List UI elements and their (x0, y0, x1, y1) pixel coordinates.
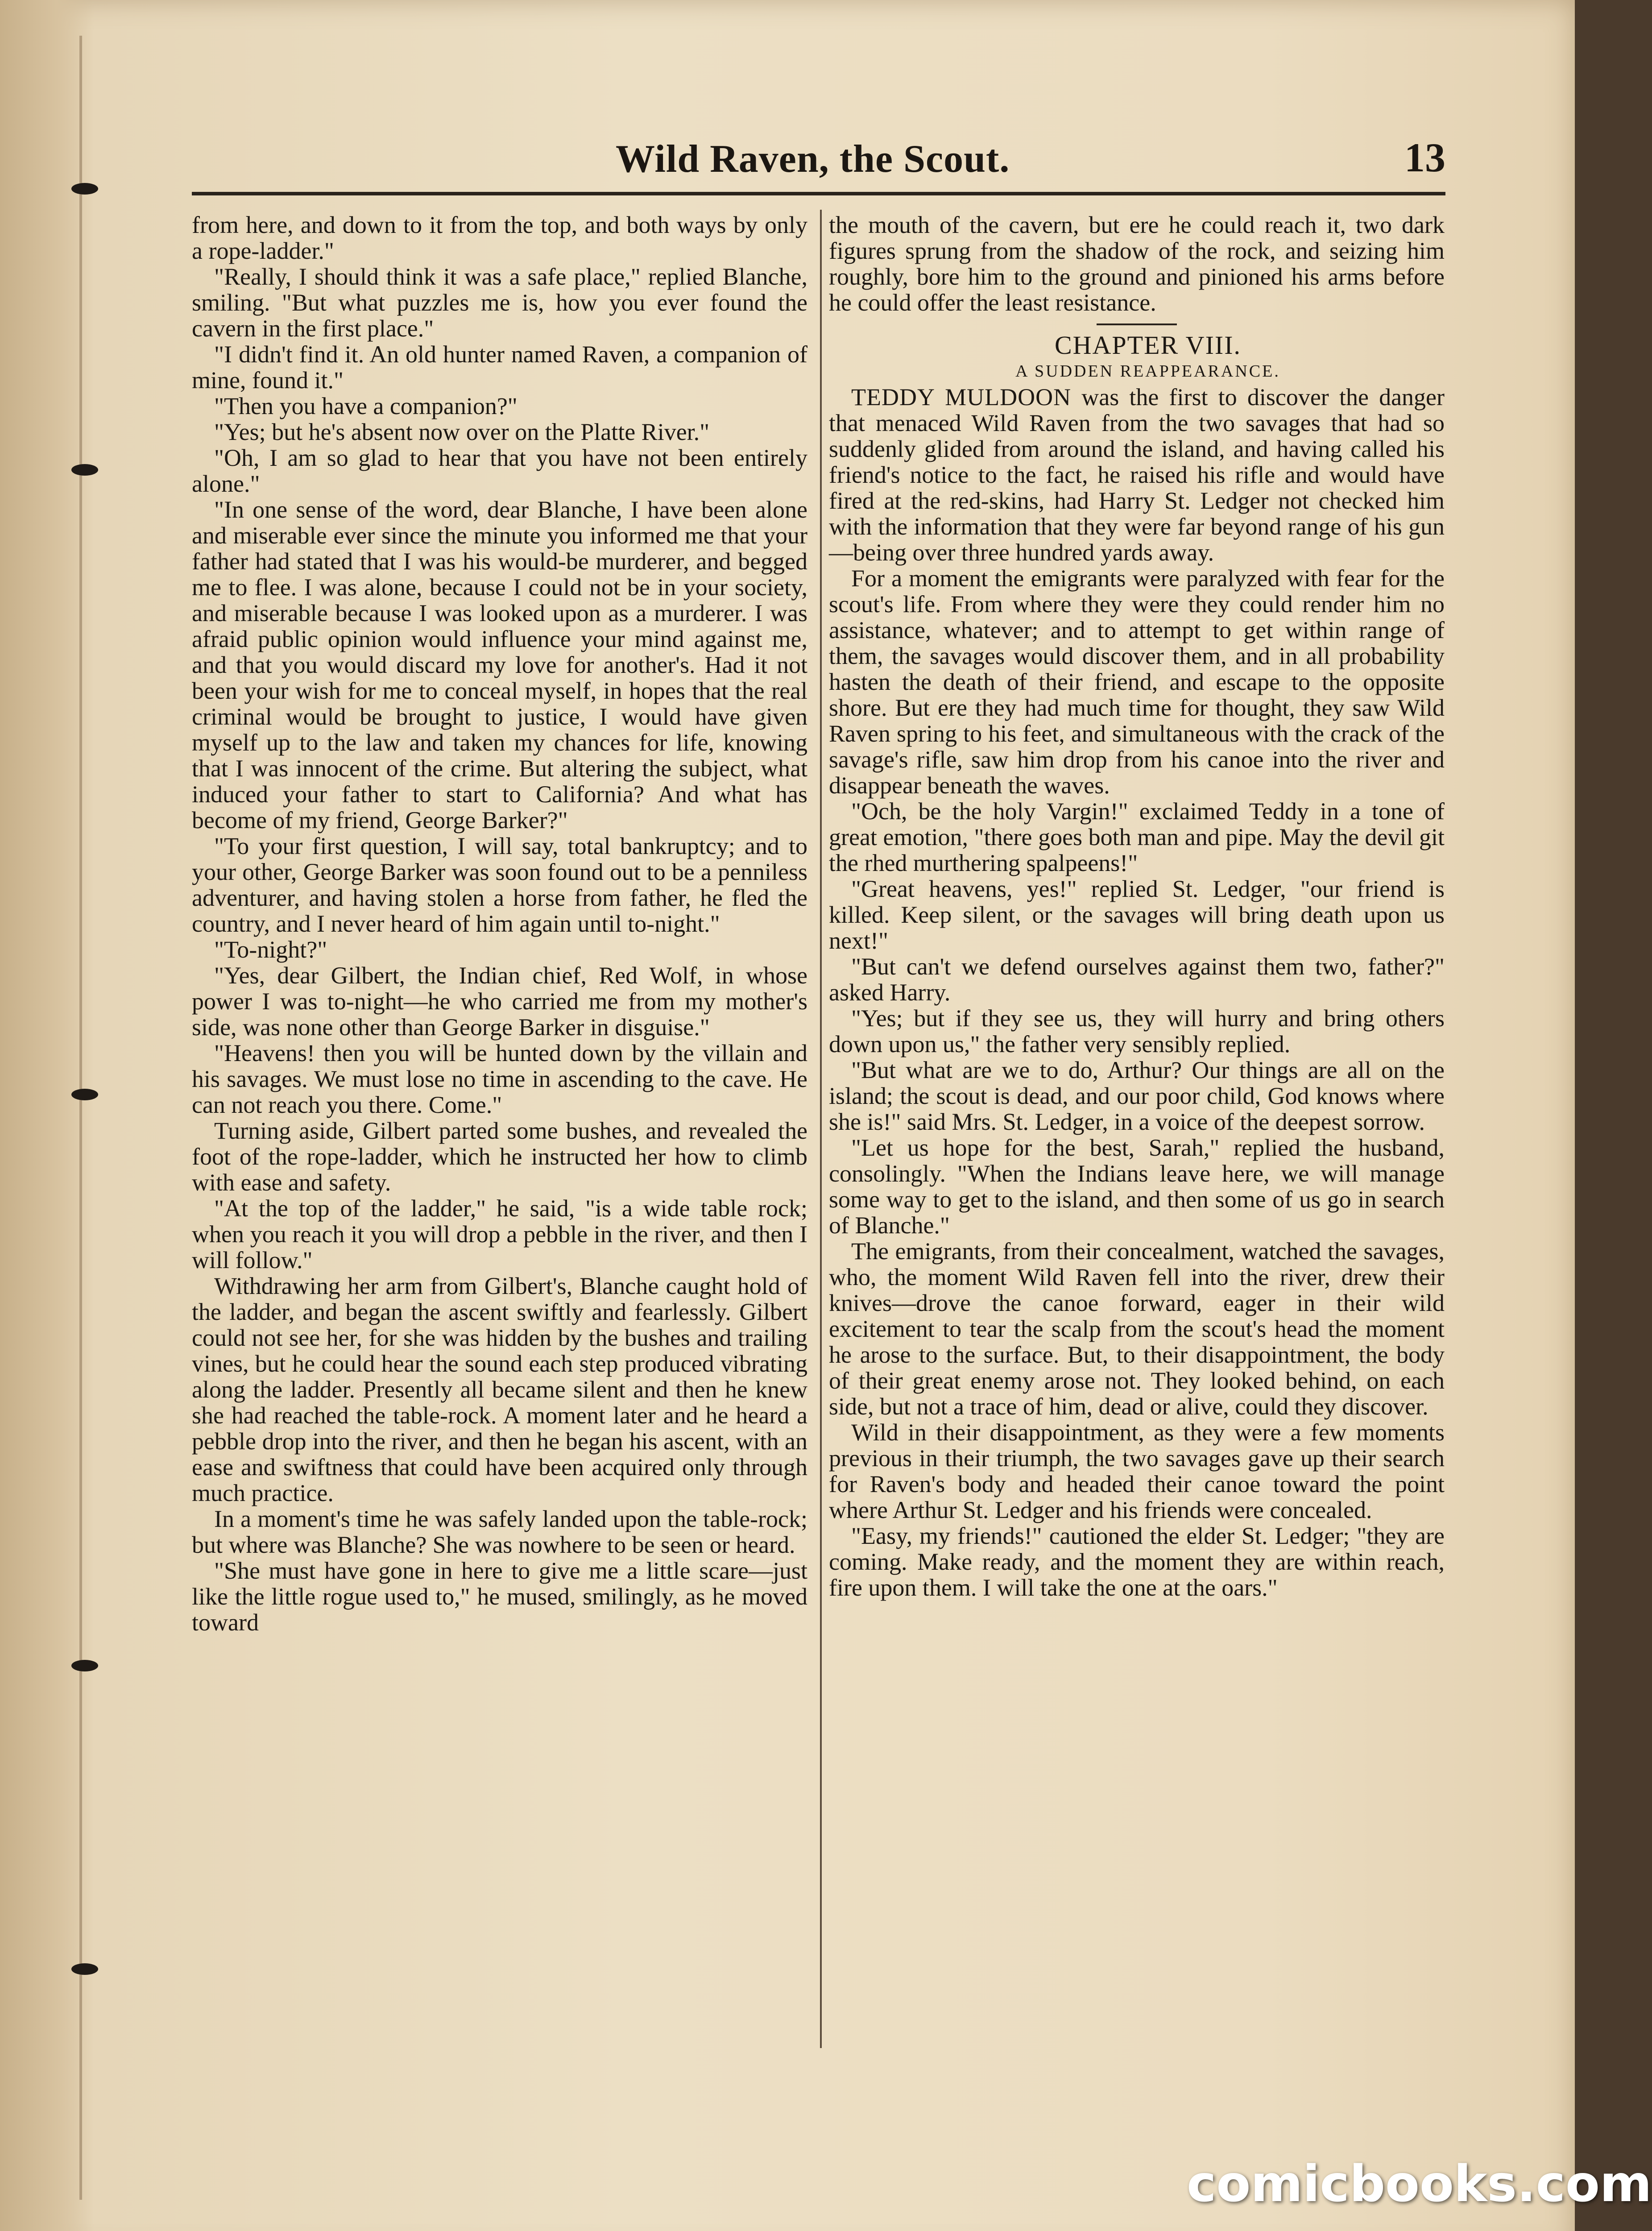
binding-stitch (71, 1089, 98, 1100)
paragraph: "To-night?" (214, 936, 327, 963)
running-header (192, 134, 1445, 187)
paragraph: "Then you have a companion?" (214, 393, 518, 419)
paragraph: "Yes; but he's absent now over on the Platte River." (214, 419, 710, 445)
paragraph: Wild in their disappointment, as they were a few moments previous in their triumph, the two savages gave up their search for Raven's body and headed their canoe toward the point where Arthur St. Ledger and his friends were concealed. (829, 1419, 1445, 1523)
spine-fold (79, 36, 82, 2200)
column-divider (820, 210, 822, 2048)
chapter-subtitle: A SUDDEN REAPPEARANCE. (1015, 362, 1280, 381)
paragraph: Turning aside, Gilbert parted some bushes, and revealed the foot of the rope-ladder, which he instructed her how to climb with ease and safety. (192, 1117, 807, 1196)
opening-name: TEDDY MULDOON (851, 384, 1072, 411)
chapter-title: CHAPTER VIII. (1054, 331, 1242, 360)
paragraph: "In one sense of the word, dear Blanche, I have been alone and miserable ever since the minute you informed me that your father had stated that I was his would-be murderer, and begged me to flee. I was alone, because I could not be in your society, and miserable because I was looked upon as a murderer. I was afraid public opinion would influence your mind against me, and that you would discard my love for another's. Had it not been your wish for me to conceal myself, in hopes that the real criminal would be brought to justice, I would have given myself up to the law and taken my chances for life, knowing that I was innocent of the crime. But altering the subject, what induced your father to start to California? And what has become of my friend, George Barker?" (192, 496, 807, 834)
paragraph: the mouth of the cavern, but ere he could reach it, two dark figures sprung from the shadow of the rock, and seizing him roughly, bore him to the ground and pinioned his arms before he could offer the least resistance. (829, 211, 1445, 316)
paragraph: "Really, I should think it was a safe place," replied Blanche, smiling. "But what puzzles me is, how you ever found the cavern in the first place." (192, 263, 807, 342)
chapter-opening-paragraph (829, 384, 1445, 565)
paragraph: "Yes; but if they see us, they will hurry and bring others down upon us," the father very sensibly replied. (829, 1005, 1445, 1057)
paragraph: "I didn't find it. An old hunter named Raven, a companion of mine, found it." (192, 341, 807, 394)
site-watermark: comicbooks.com (1187, 2155, 1652, 2213)
left-column (192, 212, 807, 1635)
paragraph: from here, and down to it from the top, and both ways by only a rope-ladder." (192, 211, 807, 264)
paragraph: "Yes, dear Gilbert, the Indian chief, Red Wolf, in whose power I was to-night—he who carried me from my mother's side, was none other than George Barker in disguise." (192, 962, 807, 1041)
paragraph: "She must have gone in here to give me a little scare—just like the little rogue used to," he mused, smilingly, as he moved toward (192, 1557, 807, 1636)
paragraph: "Och, be the holy Vargin!" exclaimed Teddy in a tone of great emotion, "there goes both man and pipe. May the devil git the rhed murthering spalpeens!" (829, 798, 1445, 876)
paragraph: "To your first question, I will say, total bankruptcy; and to your other, George Barker was soon found out to be a penniless adventurer, and having stolen a horse from father, he fled the country, and I never heard of him again until to-night." (192, 833, 807, 937)
paragraph: "Great heavens, yes!" replied St. Ledger, "our friend is killed. Keep silent, or the savages will bring death upon us next!" (829, 875, 1445, 954)
header-rule (192, 192, 1445, 195)
chapter-divider (1097, 323, 1177, 325)
paragraph: For a moment the emigrants were paralyzed with fear for the scout's life. From where they were they could render him no assistance, whatever; and to attempt to get within range of them, the savages would discover them, and in all probability hasten the death of their friend, and escape to the opposite shore. But ere they had much time for thought, they saw Wild Raven spring to his feet, and simultaneous with the crack of the savage's rifle, saw him drop from his canoe into the river and disappear beneath the waves. (829, 565, 1445, 799)
paragraph: "Let us hope for the best, Sarah," replied the husband, consolingly. "When the Indians leave here, we will manage some way to get to the island, and then some of us go in search of Blanche." (829, 1134, 1445, 1239)
paragraph: Withdrawing her arm from Gilbert's, Blanche caught hold of the ladder, and began the ascent swiftly and fearlessly. Gilbert could not see her, for she was hidden by the bushes and trailing vines, but he could hear the sound each step produced vibrating along the ladder. Presently all became silent and then he knew she had reached the table-rock. A moment later and he heard a pebble drop into the river, and then he began his ascent, with an ease and swiftness that could have been acquired only through much practice. (192, 1273, 807, 1506)
opening-text: was the first to discover the danger that menaced Wild Raven from the two savages that had so suddenly glided from around the island, and having called his friend's notice to the fact, he raised his rifle and would have fired at the red-skins, had Harry St. Ledger not checked him with the information that they were far beyond range of his gun—being over three hundred yards away. (829, 384, 1445, 566)
paragraph: The emigrants, from their concealment, watched the savages, who, the moment Wild Raven fell into the river, drew their knives—drove the canoe forward, eager in their wild excitement to tear the scalp from the scout's head the moment he arose to the surface. But, to their disappointment, the body of their great enemy arose not. They looked behind, on each side, but not a trace of him, dead or alive, could they discover. (829, 1238, 1445, 1420)
binding-stitch (71, 1660, 98, 1671)
binding-stitch (71, 464, 98, 476)
paragraph: In a moment's time he was safely landed upon the table-rock; but where was Blanche? She was nowhere to be seen or heard. (192, 1505, 807, 1558)
paragraph: "But can't we defend ourselves against them two, father?" asked Harry. (829, 953, 1445, 1006)
paragraph: "But what are we to do, Arthur? Our things are all on the island; the scout is dead, and our poor child, God knows where she is!" said Mrs. St. Ledger, in a voice of the deepest sorrow. (829, 1057, 1445, 1135)
right-column (829, 212, 1445, 1601)
paragraph: "At the top of the ladder," he said, "is a wide table rock; when you reach it you will drop a pebble in the river, and then I will follow." (192, 1195, 807, 1273)
paragraph: "Easy, my friends!" cautioned the elder St. Ledger; "they are coming. Make ready, and the moment they are within reach, fire upon them. I will take the one at the oars." (829, 1522, 1445, 1601)
binding-stitch (71, 1963, 98, 1975)
paragraph: "Heavens! then you will be hunted down by the villain and his savages. We must lose no time in ascending to the cave. He can not reach you there. Come." (192, 1040, 807, 1118)
page-number: 13 (1404, 135, 1445, 180)
paragraph: "Oh, I am so glad to hear that you have not been entirely alone." (192, 444, 807, 497)
running-title: Wild Raven, the Scout. (616, 137, 1010, 181)
binding-stitch (71, 183, 98, 195)
